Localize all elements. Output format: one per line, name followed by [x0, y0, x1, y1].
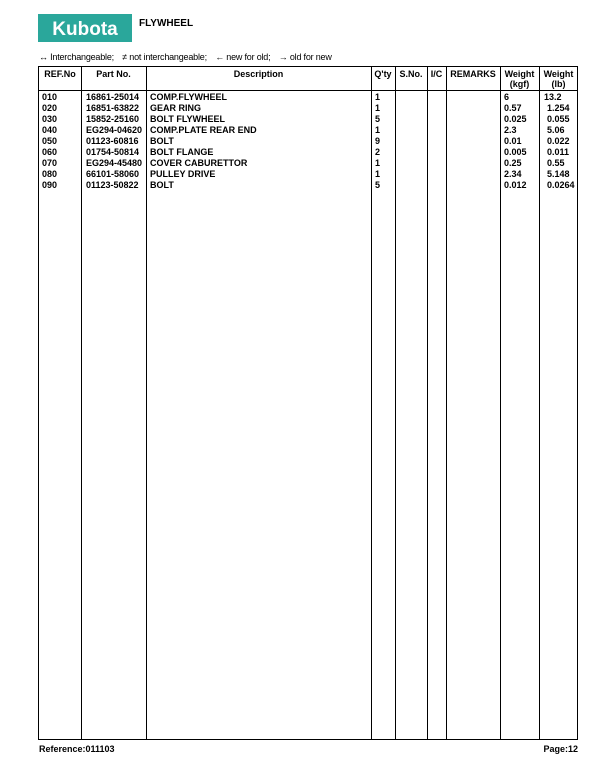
table-row [39, 169, 577, 180]
parts-table [38, 66, 578, 740]
weight-lb: 5.06 [547, 125, 565, 135]
ref-no: 060 [42, 147, 58, 157]
page-title: FLYWHEEL [139, 18, 194, 29]
description: BOLT [150, 136, 174, 146]
header-ic: I/C [430, 69, 443, 79]
table-row [39, 158, 577, 169]
table-row [39, 103, 577, 114]
quantity: 1 [375, 92, 381, 102]
table-row [39, 180, 577, 191]
weight-lb: 0.022 [547, 136, 570, 146]
weight-kgf: 0.025 [504, 114, 527, 124]
ref-no: 020 [42, 103, 58, 113]
weight-lb: 1.254 [547, 103, 570, 113]
weight-kgf: 0.01 [504, 136, 522, 146]
kubota-logo-mark [38, 14, 132, 42]
weight-kgf: 2.3 [504, 125, 517, 135]
description: COVER CABURETTOR [150, 158, 248, 168]
kubota-logo [38, 14, 132, 42]
header-description: Description [233, 69, 284, 79]
part-no: 01754-50814 [86, 147, 140, 157]
interchangeability-legend [39, 52, 338, 62]
ref-no: 010 [42, 92, 58, 102]
description: COMP.FLYWHEEL [150, 92, 228, 102]
part-no: 66101-58060 [86, 169, 140, 179]
header-weight-kgf: Weight (kgf) [504, 69, 535, 89]
table-row [39, 125, 577, 136]
quantity: 5 [375, 114, 381, 124]
quantity: 1 [375, 158, 381, 168]
ref-no: 040 [42, 125, 58, 135]
part-no: 01123-60816 [86, 136, 139, 146]
quantity: 5 [375, 180, 381, 190]
ref-no: 070 [42, 158, 58, 168]
legend-interchangeable: ↔ Interchangeable; [39, 52, 114, 62]
part-no: EG294-04620 [86, 125, 143, 135]
quantity: 2 [375, 147, 381, 157]
table-row [39, 114, 577, 125]
description: BOLT FLYWHEEL [150, 114, 225, 124]
quantity: 1 [375, 169, 381, 179]
weight-lb: 0.0264 [547, 180, 575, 190]
logo-wordmark: Kubota [52, 19, 118, 40]
header-weight-lb: Weight (lb) [543, 69, 574, 89]
description: PULLEY DRIVE [150, 169, 216, 179]
ref-no: 090 [42, 180, 58, 190]
weight-kgf: 6 [504, 92, 510, 102]
part-no: 16861-25014 [86, 92, 140, 102]
description: COMP.PLATE REAR END [150, 125, 257, 135]
weight-kgf: 0.005 [504, 147, 527, 157]
ref-no: 080 [42, 169, 58, 179]
table-row [39, 136, 577, 147]
weight-lb: 0.055 [547, 114, 570, 124]
weight-kgf: 0.25 [504, 158, 522, 168]
weight-kgf: 2.34 [504, 169, 522, 179]
quantity: 9 [375, 136, 381, 146]
legend-new-for-old: ← new for old; [215, 52, 271, 62]
quantity: 1 [375, 125, 381, 135]
description: BOLT FLANGE [150, 147, 214, 157]
header-serial-no: S.No. [399, 69, 423, 79]
header-part-no: Part No. [96, 69, 131, 79]
header-remarks: REMARKS [450, 69, 496, 79]
weight-kgf: 0.012 [504, 180, 527, 190]
header-divider [39, 90, 577, 91]
quantity: 1 [375, 103, 381, 113]
table-row [39, 92, 577, 103]
weight-lb: 0.55 [547, 158, 565, 168]
page-number: Page:12 [543, 744, 578, 754]
header-ref-no: REF.No [44, 69, 76, 79]
table-row [39, 147, 577, 158]
description: BOLT [150, 180, 174, 190]
part-no: EG294-45480 [86, 158, 143, 168]
ref-no: 050 [42, 136, 58, 146]
part-no: 16851-63822 [86, 103, 140, 113]
weight-lb: 5.148 [547, 169, 570, 179]
legend-not-interchangeable: ≠ not interchangeable; [122, 52, 207, 62]
weight-lb: 13.2 [544, 92, 562, 102]
ref-no: 030 [42, 114, 58, 124]
weight-lb: 0.011 [547, 147, 570, 157]
description: GEAR RING [150, 103, 202, 113]
reference-number: Reference:011103 [39, 744, 115, 754]
weight-kgf: 0.57 [504, 103, 522, 113]
part-no: 01123-50822 [86, 180, 139, 190]
legend-old-for-new: → old for new [278, 52, 332, 62]
header-qty: Q'ty [374, 69, 392, 79]
part-no: 15852-25160 [86, 114, 140, 124]
